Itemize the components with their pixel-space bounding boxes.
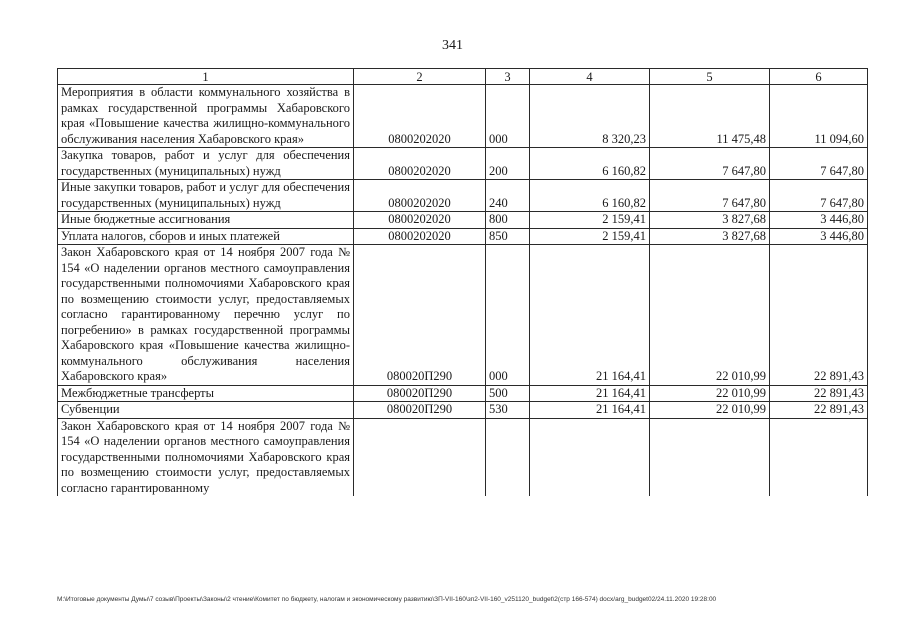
row-target-code: 0800202020 [354,212,486,229]
row-name: Закупка товаров, работ и услуг для обеспечения государственных (муниципальных) нужд [58,148,354,180]
row-amount-year2: 3 827,68 [650,212,770,229]
row-amount-year1: 8 320,23 [530,85,650,148]
row-target-code: 0800202020 [354,180,486,212]
row-amount-year3: 3 446,80 [770,228,868,245]
row-expense-type: 000 [486,85,530,148]
column-header: 5 [650,69,770,85]
row-amount-year2: 3 827,68 [650,228,770,245]
row-name: Иные закупки товаров, работ и услуг для обеспечения государственных (муниципальных) нужд [58,180,354,212]
row-amount-year2: 22 010,99 [650,385,770,402]
table-row [58,180,868,212]
row-amount-year2: 7 647,80 [650,148,770,180]
row-amount-year1: 2 159,41 [530,212,650,229]
table-row [58,418,868,496]
row-expense-type: 850 [486,228,530,245]
row-target-code: 080020П290 [354,385,486,402]
page-number: 341 [442,38,463,53]
budget-table [57,68,868,496]
row-amount-year2: 22 010,99 [650,402,770,419]
row-amount-year2: 11 475,48 [650,85,770,148]
row-amount-year2: 22 010,99 [650,245,770,386]
row-expense-type [486,418,530,496]
row-name: Межбюджетные трансферты [58,385,354,402]
row-target-code: 0800202020 [354,228,486,245]
table-row [58,85,868,148]
row-expense-type: 000 [486,245,530,386]
column-header: 2 [354,69,486,85]
row-expense-type: 530 [486,402,530,419]
row-target-code: 080020П290 [354,245,486,386]
row-name: Закон Хабаровского края от 14 ноября 2007 года № 154 «О наделении органов местного самоуправления государственными полномочиями Хабаровского края по возмещению стоимости услуг, предоставляемых согласно гарантированному [58,418,354,496]
column-header: 4 [530,69,650,85]
row-amount-year3: 22 891,43 [770,245,868,386]
table-row [58,402,868,419]
column-header: 1 [58,69,354,85]
table-header-row [58,69,868,85]
row-expense-type: 500 [486,385,530,402]
row-amount-year1: 21 164,41 [530,385,650,402]
table-row [58,212,868,229]
column-header: 3 [486,69,530,85]
row-amount-year3: 11 094,60 [770,85,868,148]
row-amount-year3: 7 647,80 [770,148,868,180]
row-target-code [354,418,486,496]
row-expense-type: 240 [486,180,530,212]
row-target-code: 0800202020 [354,85,486,148]
row-target-code: 0800202020 [354,148,486,180]
row-amount-year3: 7 647,80 [770,180,868,212]
row-name: Закон Хабаровского края от 14 ноября 2007 года № 154 «О наделении органов местного самоуправления государственными полномочиями Хабаровского края по возмещению стоимости услуг, предоставляемых согласно гарантированному перечню услуг по погребению» в рамках государственной программы Хабаровского края «Повышение качества жилищно-коммунального обслуживания населения Хабаровского края» [58,245,354,386]
document-path-footer: М:\Итоговые документы Думы\7 созыв\Проекты\Законы\2 чтение\Комитет по бюджету, налогам и экономическому развитию\ЗП-VII-160\зп2-VII-160_v251120_budget\2(стр 166-574) docx/arg_budget02/24.11.2020 19:28:00 [57,596,717,603]
row-expense-type: 800 [486,212,530,229]
row-name: Мероприятия в области коммунального хозяйства в рамках государственной программы Хабаровского края «Повышение качества жилищно-коммунального обслуживания населения Хабаровского края» [58,85,354,148]
row-target-code: 080020П290 [354,402,486,419]
row-name: Субвенции [58,402,354,419]
row-amount-year3: 22 891,43 [770,385,868,402]
table-row [58,245,868,386]
row-name: Уплата налогов, сборов и иных платежей [58,228,354,245]
row-amount-year1: 6 160,82 [530,148,650,180]
row-amount-year3: 22 891,43 [770,402,868,419]
row-amount-year2 [650,418,770,496]
row-amount-year2: 7 647,80 [650,180,770,212]
row-amount-year1: 2 159,41 [530,228,650,245]
column-header: 6 [770,69,868,85]
row-amount-year1: 6 160,82 [530,180,650,212]
row-amount-year3: 3 446,80 [770,212,868,229]
row-amount-year1: 21 164,41 [530,402,650,419]
row-amount-year3 [770,418,868,496]
table-row [58,385,868,402]
row-expense-type: 200 [486,148,530,180]
table-row [58,148,868,180]
table-row [58,228,868,245]
row-amount-year1 [530,418,650,496]
row-name: Иные бюджетные ассигнования [58,212,354,229]
row-amount-year1: 21 164,41 [530,245,650,386]
